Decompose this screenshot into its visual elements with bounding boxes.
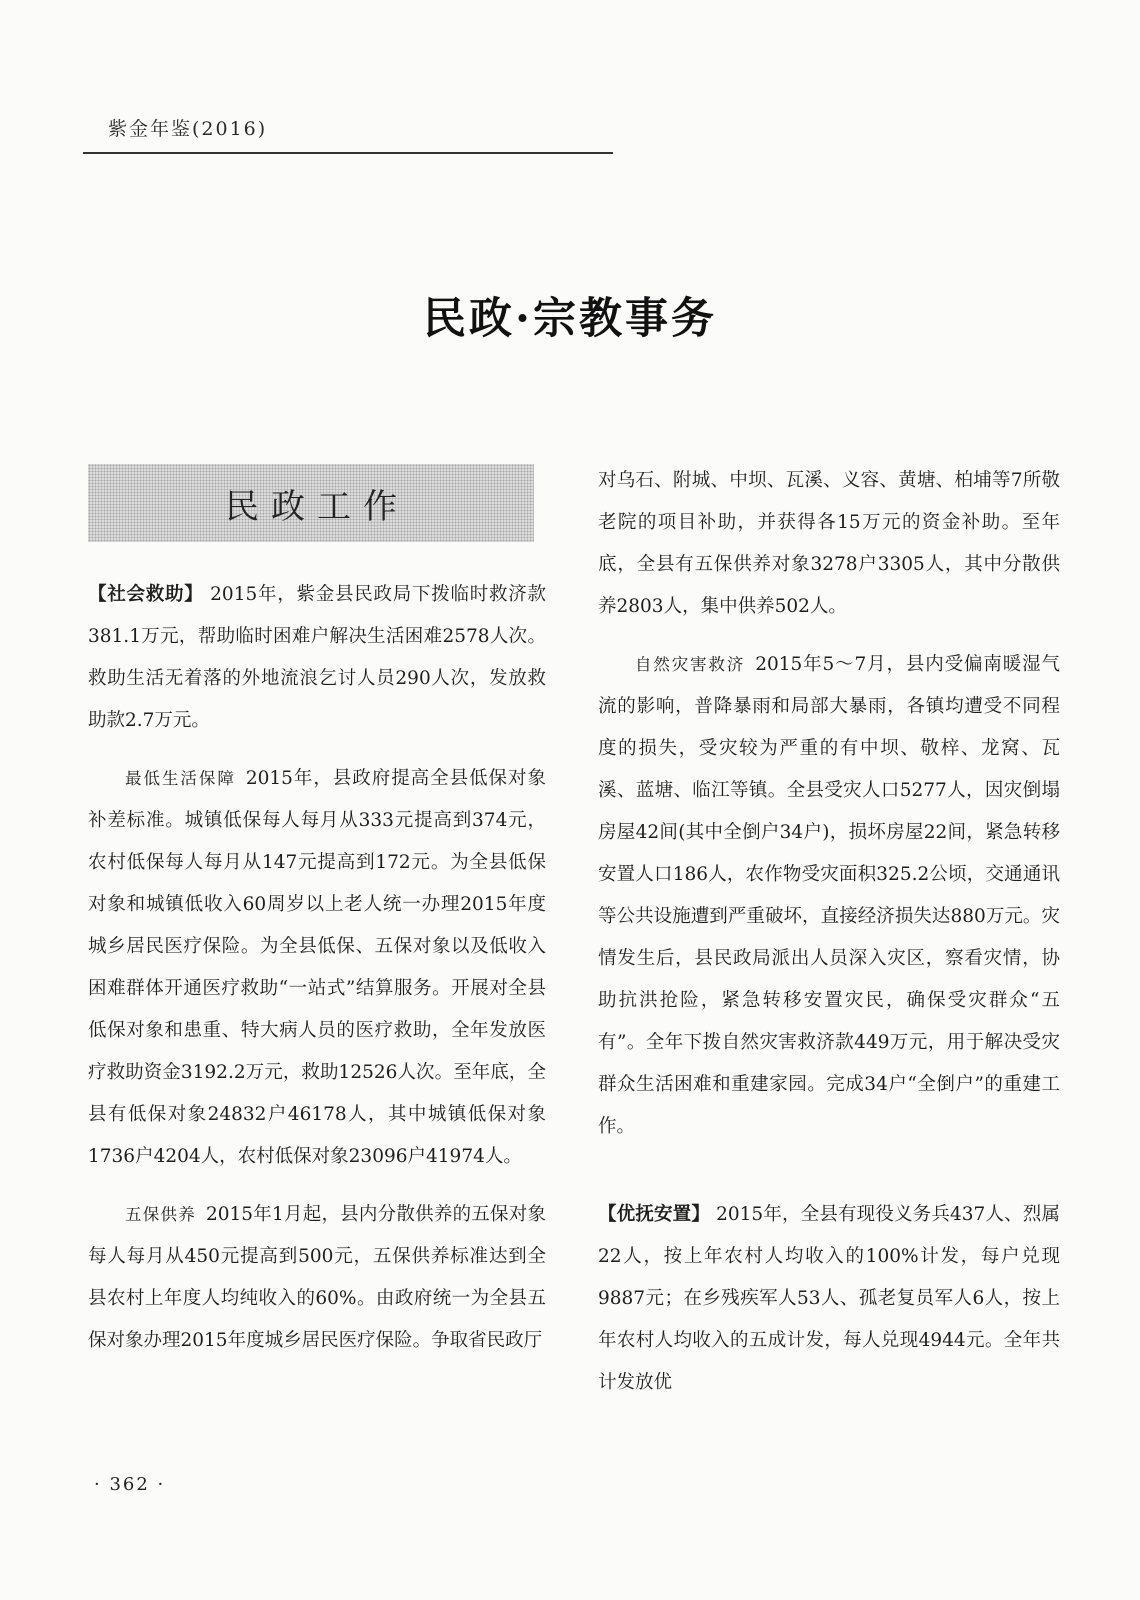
- chapter-title: 民政·宗教事务: [423, 294, 717, 344]
- running-header: 紫金年鉴(2016): [108, 118, 268, 140]
- paragraph-text: 2015年，全县有现役义务兵437人、烈属22人，按上年农村人均收入的100%计发，每户兑现9887元；在乡残疾军人53人、孤老复员军人6人，按上年农村人均收入的五成计发，每人兑现4944元。全年共计发放优: [598, 1204, 1060, 1393]
- topic-tag: 【优抚安置】: [598, 1204, 711, 1225]
- paragraph-text: 2015年1月起，县内分散供养的五保对象每人每月从450元提高到500元，五保供养标准达到全县农村上年度人均纯收入的60%。由政府统一为全县五保对象办理2015年度城乡居民医疗保险。争取省民政厅: [88, 1204, 547, 1351]
- header-rule: [83, 152, 613, 154]
- paragraph-text: 对乌石、附城、中坝、瓦溪、义容、黄塘、柏埔等7所敬老院的项目补助，并获得各15万元的资金补助。至年底，全县有五保供养对象3278户3305人，其中分散供养2803人，集中供养502人。: [598, 470, 1060, 617]
- subheading: 最低生活保障: [125, 769, 236, 788]
- left-column: [88, 574, 546, 1378]
- paragraph-social-assistance: [88, 574, 546, 742]
- paragraph-continuation: [598, 460, 1060, 628]
- paragraph-text: 2015年，紫金县民政局下拨临时救济款381.1万元，帮助临时困难户解决生活困难2578人次。救助生活无着落的外地流浪乞讨人员290人次，发放救助款2.7万元。: [88, 584, 546, 731]
- subheading: 五保供养: [125, 1205, 196, 1224]
- page-number: · 362 ·: [94, 1474, 166, 1495]
- paragraph-five-guarantees: [88, 1194, 546, 1362]
- paragraph-disaster-relief: [598, 644, 1060, 1148]
- paragraph-minimum-living: [88, 758, 546, 1178]
- section-title: 民政工作: [225, 486, 409, 527]
- paragraph-special-care: [598, 1194, 1060, 1404]
- right-column: [598, 460, 1060, 1420]
- subheading: 自然灾害救济: [635, 655, 746, 674]
- paragraph-text: 2015年5～7月，县内受偏南暖湿气流的影响，普降暴雨和局部大暴雨，各镇均遭受不同程度的损失，受灾较为严重的有中坝、敬梓、龙窝、瓦溪、蓝塘、临江等镇。全县受灾人口5277人，因灾倒塌房屋42间(其中全倒户34户)，损坏房屋22间，紧急转移安置人口186人，农作物受灾面积325.2公顷，交通通讯等公共设施遭到严重破坏，直接经济损失达880万元。灾情发生后，县民政局派出人员深入灾区，察看灾情，协助抗洪抢险，紧急转移安置灾民，确保受灾群众“五有”。全年下拨自然灾害救济款449万元，用于解决受灾群众生活困难和重建家园。完成34户“全倒户”的重建工作。: [598, 654, 1061, 1137]
- section-heading-box: [88, 464, 534, 542]
- paragraph-text: 2015年，县政府提高全县低保对象补差标准。城镇低保每人每月从333元提高到374元，农村低保每人每月从147元提高到172元。为全县低保对象和城镇低收入60周岁以上老人统一办理2015年度城乡居民医疗保险。为全县低保、五保对象以及低收入困难群体开通医疗救助“一站式”结算服务。开展对全县低保对象和患重、特大病人员的医疗救助，全年发放医疗救助资金3192.2万元，救助12526人次。至年底，全县有低保对象24832户46178人，其中城镇低保对象1736户4204人，农村低保对象23096户41974人。: [88, 768, 546, 1167]
- topic-tag: 【社会救助】: [88, 584, 204, 605]
